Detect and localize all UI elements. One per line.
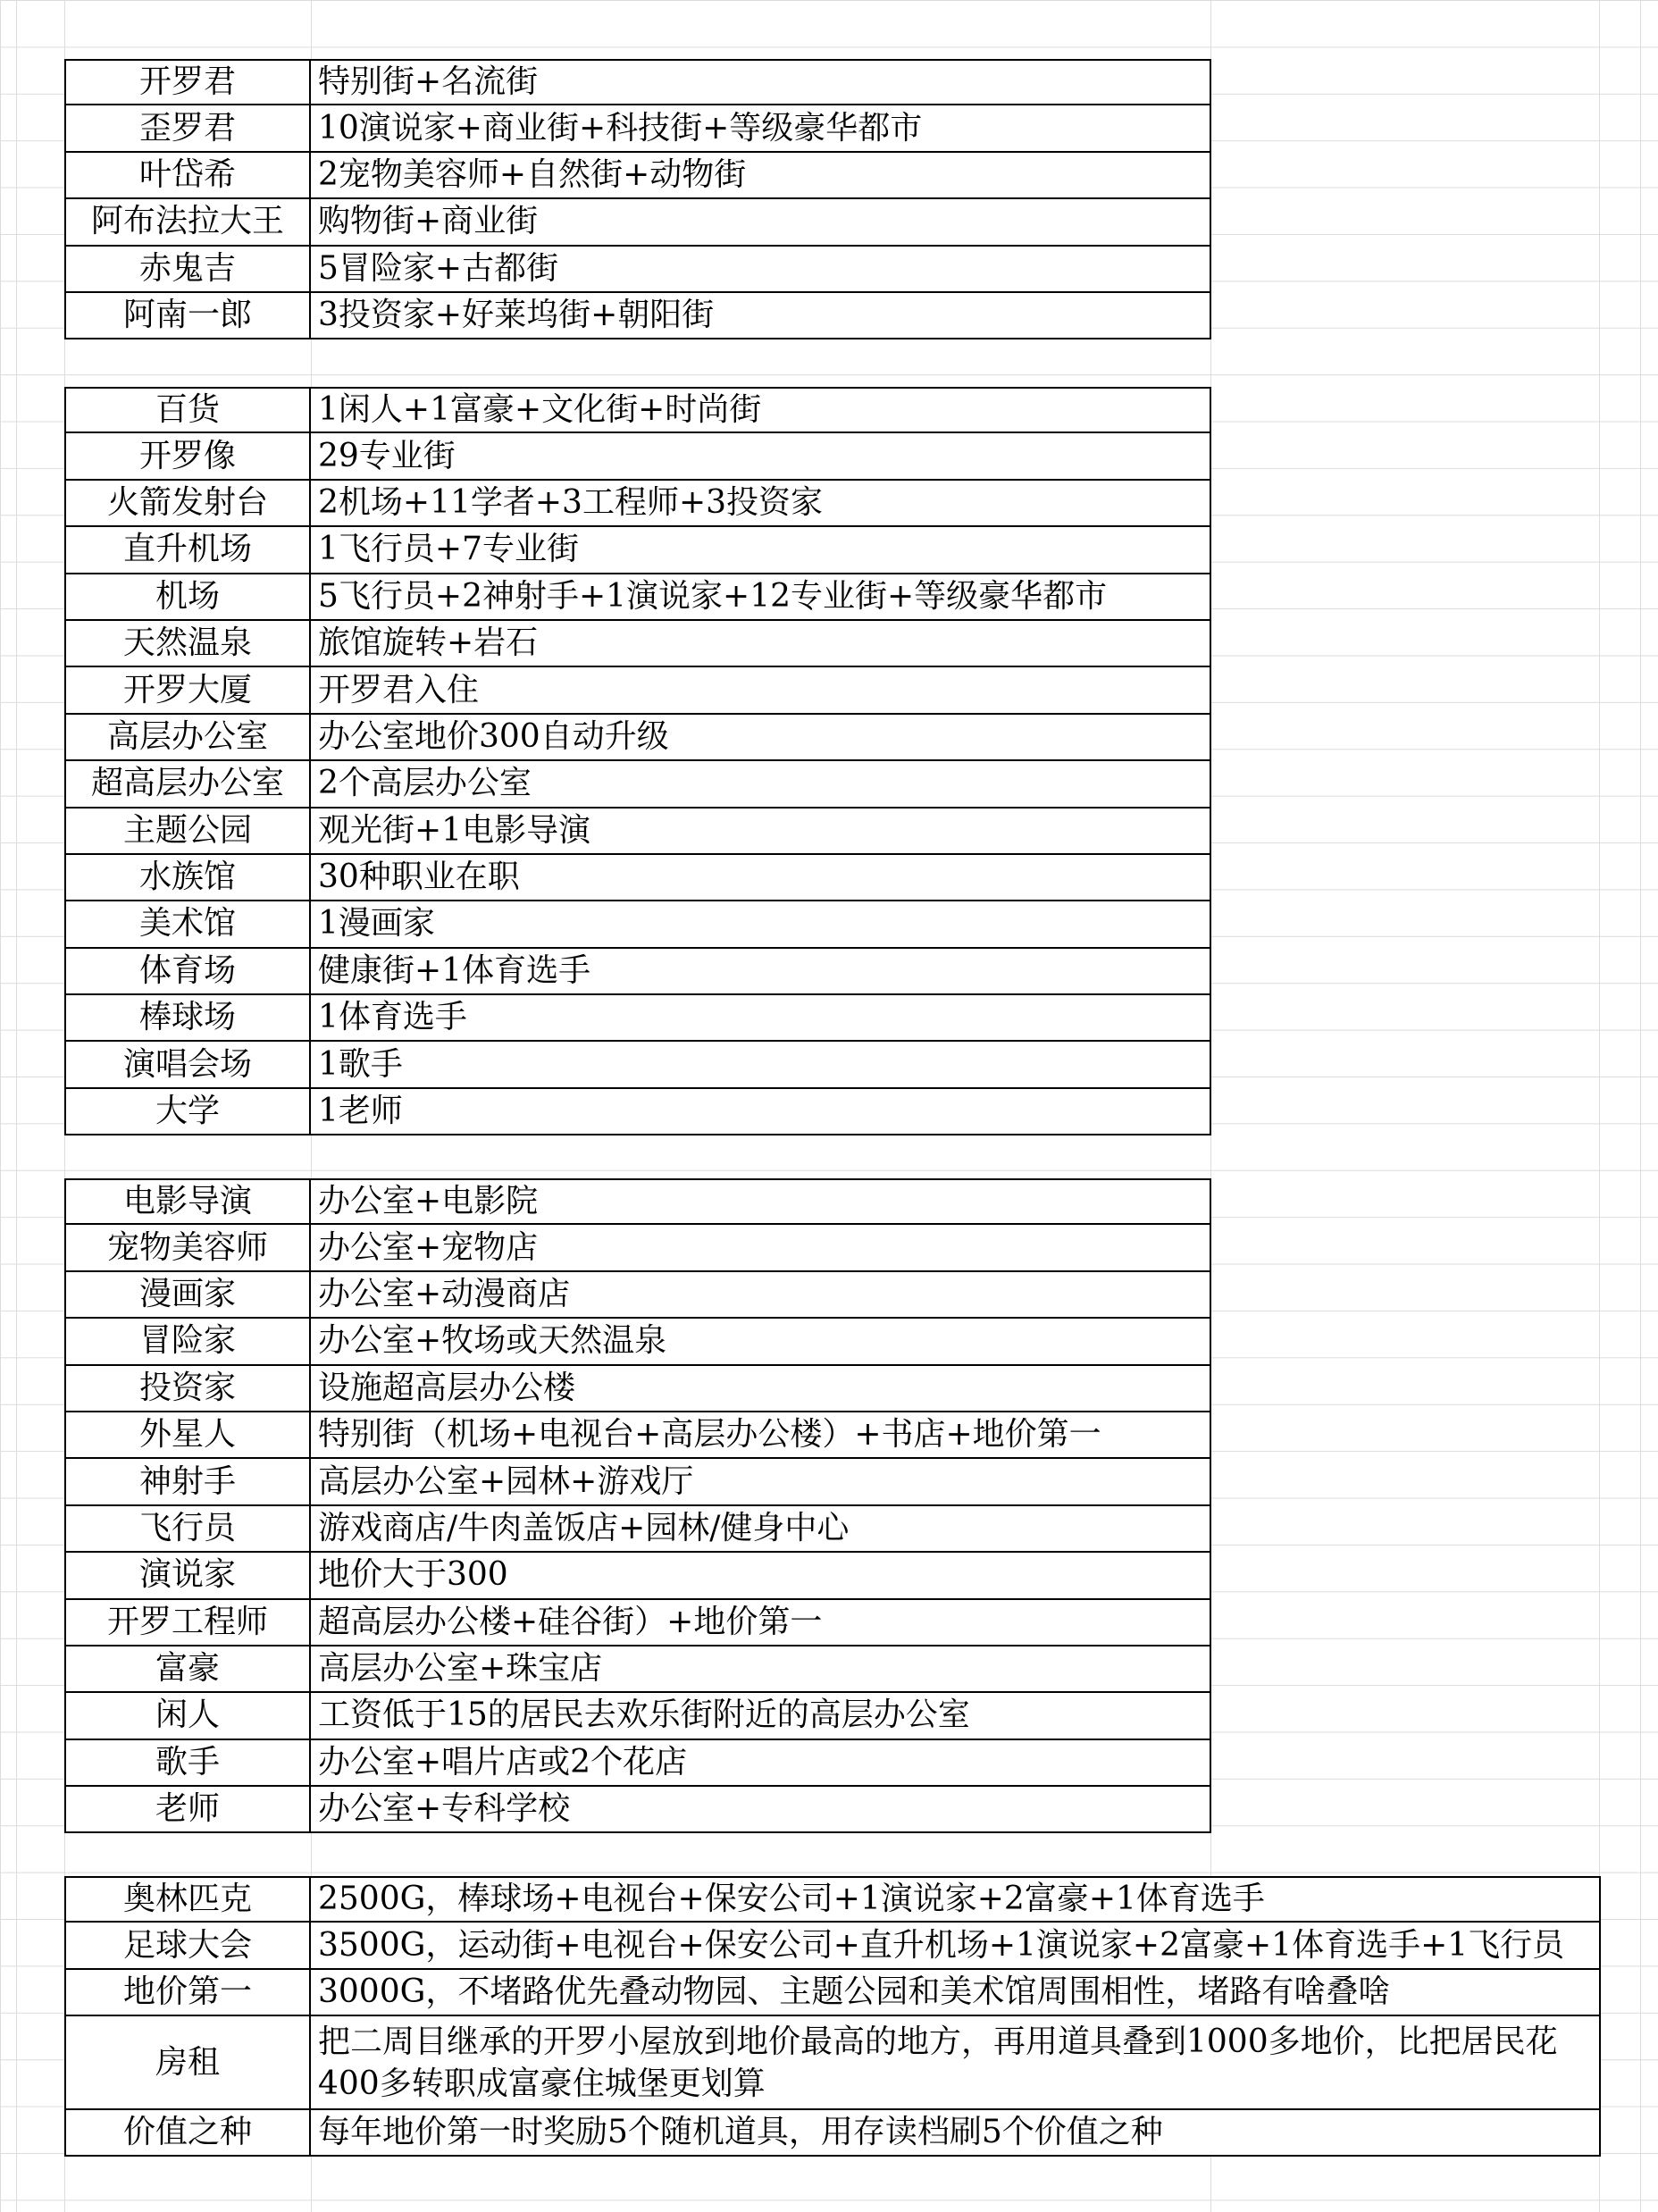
row-key: 开罗工程师 [64,1600,311,1646]
row-value: 办公室+专科学校 [311,1787,1211,1833]
table-row [64,1225,1211,1271]
row-key: 叶岱希 [64,153,311,199]
table-facilities [64,387,1211,1135]
row-value: 1体育选手 [311,995,1211,1042]
row-key: 直升机场 [64,527,311,574]
row-value: 设施超高层办公楼 [311,1366,1211,1412]
row-value: 1歌手 [311,1042,1211,1088]
row-key: 飞行员 [64,1506,311,1553]
table-row [64,199,1211,246]
row-value: 观光街+1电影导演 [311,809,1211,855]
row-value: 特别街+名流街 [311,59,1211,105]
table-row [64,1600,1211,1646]
row-value: 1闲人+1富豪+文化街+时尚街 [311,387,1211,433]
row-key: 地价第一 [64,1970,311,2016]
row-key: 富豪 [64,1646,311,1693]
row-value: 2500G，棒球场+电视台+保安公司+1演说家+2富豪+1体育选手 [311,1876,1601,1923]
table-events [64,1876,1601,2157]
grid-line [16,0,17,2212]
row-key: 美术馆 [64,901,311,948]
table-row [64,1740,1211,1787]
table-row [64,574,1211,621]
row-value: 旅馆旋转+岩石 [311,621,1211,667]
table-row [64,901,1211,948]
row-key: 冒险家 [64,1319,311,1365]
row-key: 足球大会 [64,1923,311,1969]
row-value: 工资低于15的居民去欢乐街附近的高层办公室 [311,1693,1211,1739]
table-row [64,715,1211,761]
row-value: 2宠物美容师+自然街+动物街 [311,153,1211,199]
row-key: 天然温泉 [64,621,311,667]
row-value: 29专业街 [311,433,1211,480]
row-key: 高层办公室 [64,715,311,761]
table-row [64,1319,1211,1365]
row-key: 体育场 [64,949,311,995]
table-row [64,2110,1601,2157]
table-row [64,1787,1211,1833]
row-key: 开罗大厦 [64,667,311,714]
table-row [64,247,1211,293]
table-row [64,527,1211,574]
row-value: 1飞行员+7专业街 [311,527,1211,574]
table-characters [64,59,1211,339]
row-value: 高层办公室+珠宝店 [311,1646,1211,1693]
row-value: 特别街（机场+电视台+高层办公楼）+书店+地价第一 [311,1412,1211,1459]
row-key: 赤鬼吉 [64,247,311,293]
row-key: 机场 [64,574,311,621]
table-row [64,1506,1211,1553]
table-row [64,1366,1211,1412]
row-value: 每年地价第一时奖励5个随机道具，用存读档刷5个价值之种 [311,2110,1601,2157]
row-key: 房租 [64,2016,311,2110]
table-row [64,1693,1211,1739]
row-value: 把二周目继承的开罗小屋放到地价最高的地方，再用道具叠到1000多地价，比把居民花400多转职成富豪住城堡更划算 [311,2016,1601,2110]
table-row [64,1272,1211,1319]
table-jobs [64,1178,1211,1833]
row-value: 1漫画家 [311,901,1211,948]
table-row [64,1876,1601,1923]
row-key: 老师 [64,1787,311,1833]
row-key: 演唱会场 [64,1042,311,1088]
row-key: 电影导演 [64,1178,311,1225]
row-key: 阿布法拉大王 [64,199,311,246]
table-row [64,809,1211,855]
row-key: 超高层办公室 [64,761,311,808]
row-key: 外星人 [64,1412,311,1459]
table-row [64,481,1211,527]
row-value: 开罗君入住 [311,667,1211,714]
table-row [64,105,1211,152]
row-key: 漫画家 [64,1272,311,1319]
row-value: 3000G，不堵路优先叠动物园、主题公园和美术馆周围相性，堵路有啥叠啥 [311,1970,1601,2016]
row-value: 2机场+11学者+3工程师+3投资家 [311,481,1211,527]
table-row [64,949,1211,995]
row-value: 办公室+宠物店 [311,1225,1211,1271]
row-key: 歌手 [64,1740,311,1787]
table-row [64,1646,1211,1693]
row-value: 5冒险家+古都街 [311,247,1211,293]
row-key: 水族馆 [64,855,311,901]
row-value: 办公室+牧场或天然温泉 [311,1319,1211,1365]
row-key: 主题公园 [64,809,311,855]
table-row [64,1553,1211,1599]
table-row [64,387,1211,433]
row-key: 投资家 [64,1366,311,1412]
row-value: 5飞行员+2神射手+1演说家+12专业街+等级豪华都市 [311,574,1211,621]
row-value: 办公室+电影院 [311,1178,1211,1225]
row-value: 10演说家+商业街+科技街+等级豪华都市 [311,105,1211,152]
table-row [64,59,1211,105]
row-key: 火箭发射台 [64,481,311,527]
table-row [64,1923,1601,1969]
row-key: 演说家 [64,1553,311,1599]
table-row [64,153,1211,199]
row-key: 神射手 [64,1459,311,1505]
row-value: 3投资家+好莱坞街+朝阳街 [311,293,1211,339]
row-value: 健康街+1体育选手 [311,949,1211,995]
row-key: 歪罗君 [64,105,311,152]
table-row [64,433,1211,480]
row-key: 闲人 [64,1693,311,1739]
row-value: 1老师 [311,1089,1211,1135]
table-row [64,1089,1211,1135]
row-value: 办公室+动漫商店 [311,1272,1211,1319]
table-row [64,2016,1601,2110]
row-value: 购物街+商业街 [311,199,1211,246]
table-row [64,1178,1211,1225]
table-row [64,621,1211,667]
row-value: 办公室地价300自动升级 [311,715,1211,761]
row-key: 开罗像 [64,433,311,480]
row-key: 奥林匹克 [64,1876,311,1923]
row-key: 阿南一郎 [64,293,311,339]
row-value: 地价大于300 [311,1553,1211,1599]
row-key: 宠物美容师 [64,1225,311,1271]
row-value: 30种职业在职 [311,855,1211,901]
row-key: 百货 [64,387,311,433]
table-row [64,761,1211,808]
row-value: 2个高层办公室 [311,761,1211,808]
row-key: 棒球场 [64,995,311,1042]
row-value: 高层办公室+园林+游戏厅 [311,1459,1211,1505]
grid-line [1640,0,1641,2212]
row-value: 办公室+唱片店或2个花店 [311,1740,1211,1787]
table-row [64,995,1211,1042]
row-value: 3500G，运动街+电视台+保安公司+直升机场+1演说家+2富豪+1体育选手+1飞行员 [311,1923,1601,1969]
table-row [64,1459,1211,1505]
table-row [64,1412,1211,1459]
table-row [64,667,1211,714]
table-row [64,855,1211,901]
table-row [64,1970,1601,2016]
table-row [64,1042,1211,1088]
row-value: 超高层办公楼+硅谷街）+地价第一 [311,1600,1211,1646]
row-value: 游戏商店/牛肉盖饭店+园林/健身中心 [311,1506,1211,1553]
table-row [64,293,1211,339]
row-key: 开罗君 [64,59,311,105]
row-key: 大学 [64,1089,311,1135]
row-key: 价值之种 [64,2110,311,2157]
